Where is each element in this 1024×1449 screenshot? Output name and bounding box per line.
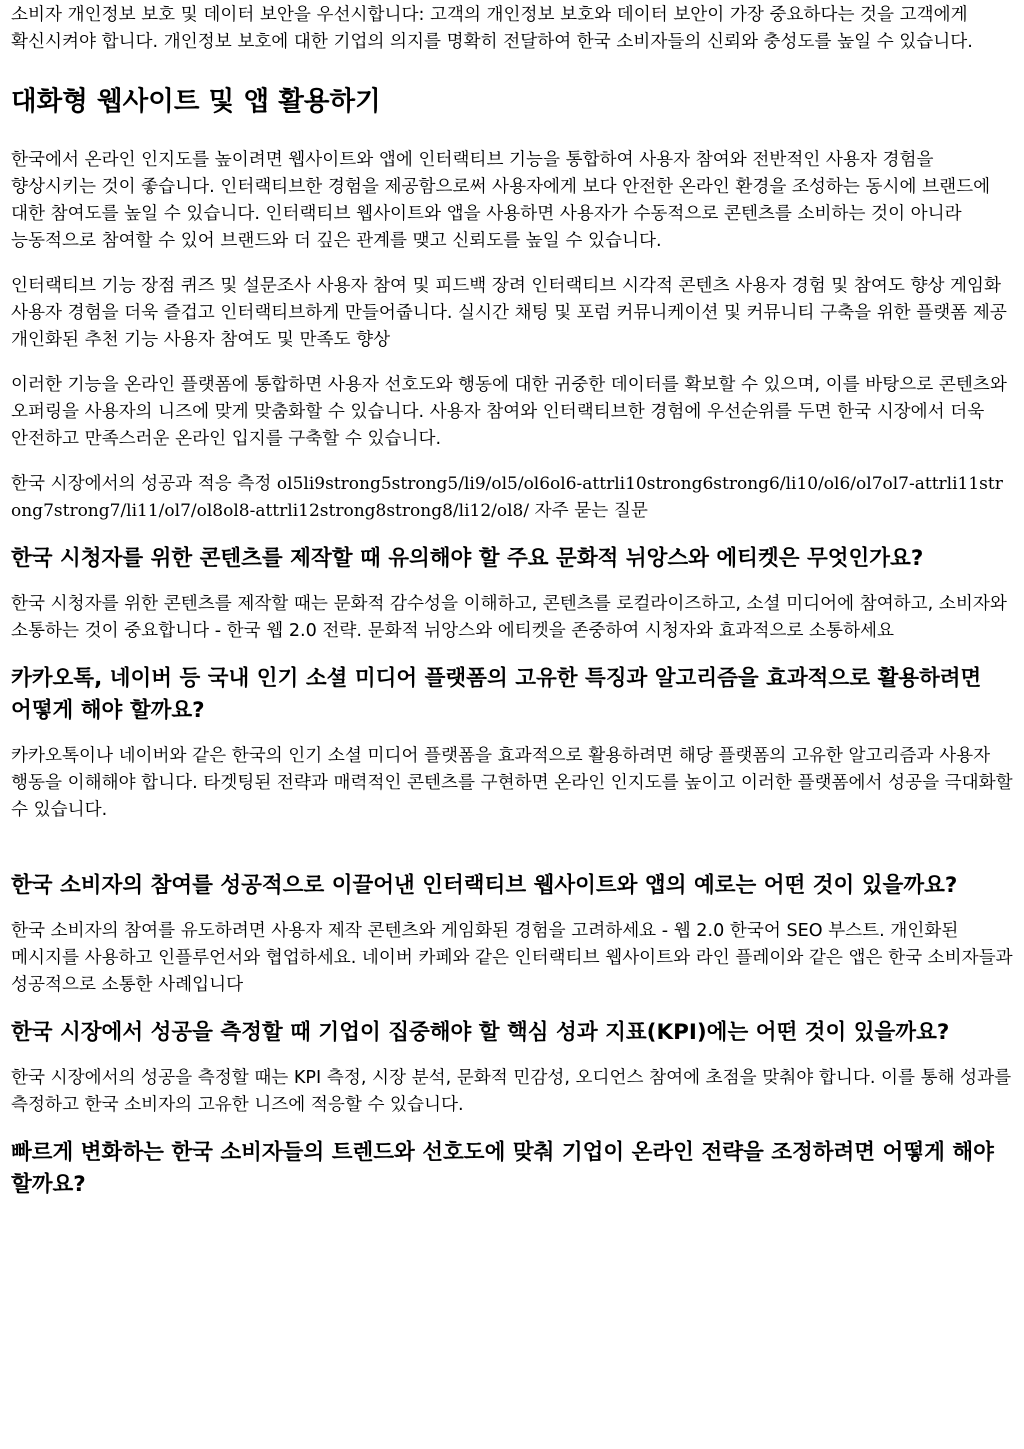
faq-answer: 카카오톡이나 네이버와 같은 한국의 인기 소셜 미디어 플랫폼을 효과적으로 활용하려면 해당 플랫폼의 고유한 알고리즘과 사용자 행동을 이해해야 합니다. 타겟팅된 전략과 매력적인 콘텐츠를 구현하면 온라인 인지도를 높이고 이러한 플랫폼에서 성공을 극대화할 수 있습니다. bbox=[11, 746, 1013, 820]
faq-question: 카카오톡, 네이버 등 국내 인기 소셜 미디어 플랫폼의 고유한 특징과 알고리즘을 효과적으로 활용하려면 어떻게 해야 할까요? bbox=[11, 666, 982, 723]
measure-line bbox=[11, 471, 1013, 525]
intro-paragraph: 소비자 개인정보 보호 및 데이터 보안을 우선시합니다: 고객의 개인정보 보호와 데이터 보안이 가장 중요하다는 것을 고객에게 확신시켜야 합니다. 개인정보 보호에 대한 기업의 의지를 명확히 전달하여 한국 소비자들의 신뢰와 충성도를 높일 수 있습니다. bbox=[11, 5, 973, 52]
faq-label: 자주 묻는 질문 bbox=[534, 501, 648, 521]
faq-question: 빠르게 변화하는 한국 소비자들의 트렌드와 선호도에 맞춰 기업이 온라인 전략을 조정하려면 어떻게 해야 할까요? bbox=[11, 1140, 994, 1197]
measure-code: ol5li9strong5strong5/li9/ol5/ol6ol6-attrli10strong6strong6/li10/ol6/ol7ol7-attrli11strong7strong7/li11/ol7/ol8ol8-attrli12strong8strong8/li12/ol8/ bbox=[11, 474, 1003, 521]
faq-answer: 한국 시청자를 위한 콘텐츠를 제작할 때는 문화적 감수성을 이해하고, 콘텐츠를 로컬라이즈하고, 소셜 미디어에 참여하고, 소비자와 소통하는 것이 중요합니다 - 한국 웹 2.0 전략. 문화적 뉘앙스와 에티켓을 존중하여 시청자와 효과적으로 소통하세요 bbox=[11, 594, 1007, 641]
section-paragraph: 한국에서 온라인 인지도를 높이려면 웹사이트와 앱에 인터랙티브 기능을 통합하여 사용자 참여와 전반적인 사용자 경험을 향상시키는 것이 좋습니다. 인터랙티브한 경험을 제공함으로써 사용자에게 보다 안전한 온라인 환경을 조성하는 동시에 브랜드에 대한 참여도를 높일 수 있습니다. 인터랙티브 웹사이트와 앱을 사용하면 사용자가 수동적으로 콘텐츠를 소비하는 것이 아니라 능동적으로 참여할 수 있어 브랜드와 더 깊은 관계를 맺고 신뢰도를 높일 수 있습니다. bbox=[11, 150, 991, 251]
faq-answer: 한국 시장에서의 성공을 측정할 때는 KPI 측정, 시장 분석, 문화적 민감성, 오디언스 참여에 초점을 맞춰야 합니다. 이를 통해 성과를 측정하고 한국 소비자의 고유한 니즈에 적응할 수 있습니다. bbox=[11, 1068, 1012, 1115]
faq-question: 한국 시청자를 위한 콘텐츠를 제작할 때 유의해야 할 주요 문화적 뉘앙스와 에티켓은 무엇인가요? bbox=[11, 546, 924, 571]
section-paragraph: 인터랙티브 기능 장점 퀴즈 및 설문조사 사용자 참여 및 피드백 장려 인터랙티브 시각적 콘텐츠 사용자 경험 및 참여도 향상 게임화 사용자 경험을 더욱 즐겁고 인터랙티브하게 만들어줍니다. 실시간 채팅 및 포럼 커뮤니케이션 및 커뮤니티 구축을 위한 플랫폼 제공 개인화된 추천 기능 사용자 참여도 및 만족도 향상 bbox=[11, 276, 1007, 350]
section-paragraph: 이러한 기능을 온라인 플랫폼에 통합하면 사용자 선호도와 행동에 대한 귀중한 데이터를 확보할 수 있으며, 이를 바탕으로 콘텐츠와 오퍼링을 사용자의 니즈에 맞게 맞춤화할 수 있습니다. 사용자 참여와 인터랙티브한 경험에 우선순위를 두면 한국 시장에서 더욱 안전하고 만족스러운 온라인 입지를 구축할 수 있습니다. bbox=[11, 375, 1007, 449]
faq-answer: 한국 소비자의 참여를 유도하려면 사용자 제작 콘텐츠와 게임화된 경험을 고려하세요 - 웹 2.0 한국어 SEO 부스트. 개인화된 메시지를 사용하고 인플루언서와 협업하세요. 네이버 카페와 같은 인터랙티브 웹사이트와 라인 플레이와 같은 앱은 한국 소비자들과 성공적으로 소통한 사례입니다 bbox=[11, 921, 1013, 995]
faq-question: 한국 시장에서 성공을 측정할 때 기업이 집중해야 할 핵심 성과 지표(KPI)에는 어떤 것이 있을까요? bbox=[11, 1020, 950, 1045]
faq-question: 한국 소비자의 참여를 성공적으로 이끌어낸 인터랙티브 웹사이트와 앱의 예로는 어떤 것이 있을까요? bbox=[11, 873, 958, 898]
measure-prefix: 한국 시장에서의 성공과 적응 측정 bbox=[11, 474, 272, 494]
section-heading: 대화형 웹사이트 및 앱 활용하기 bbox=[11, 86, 381, 117]
